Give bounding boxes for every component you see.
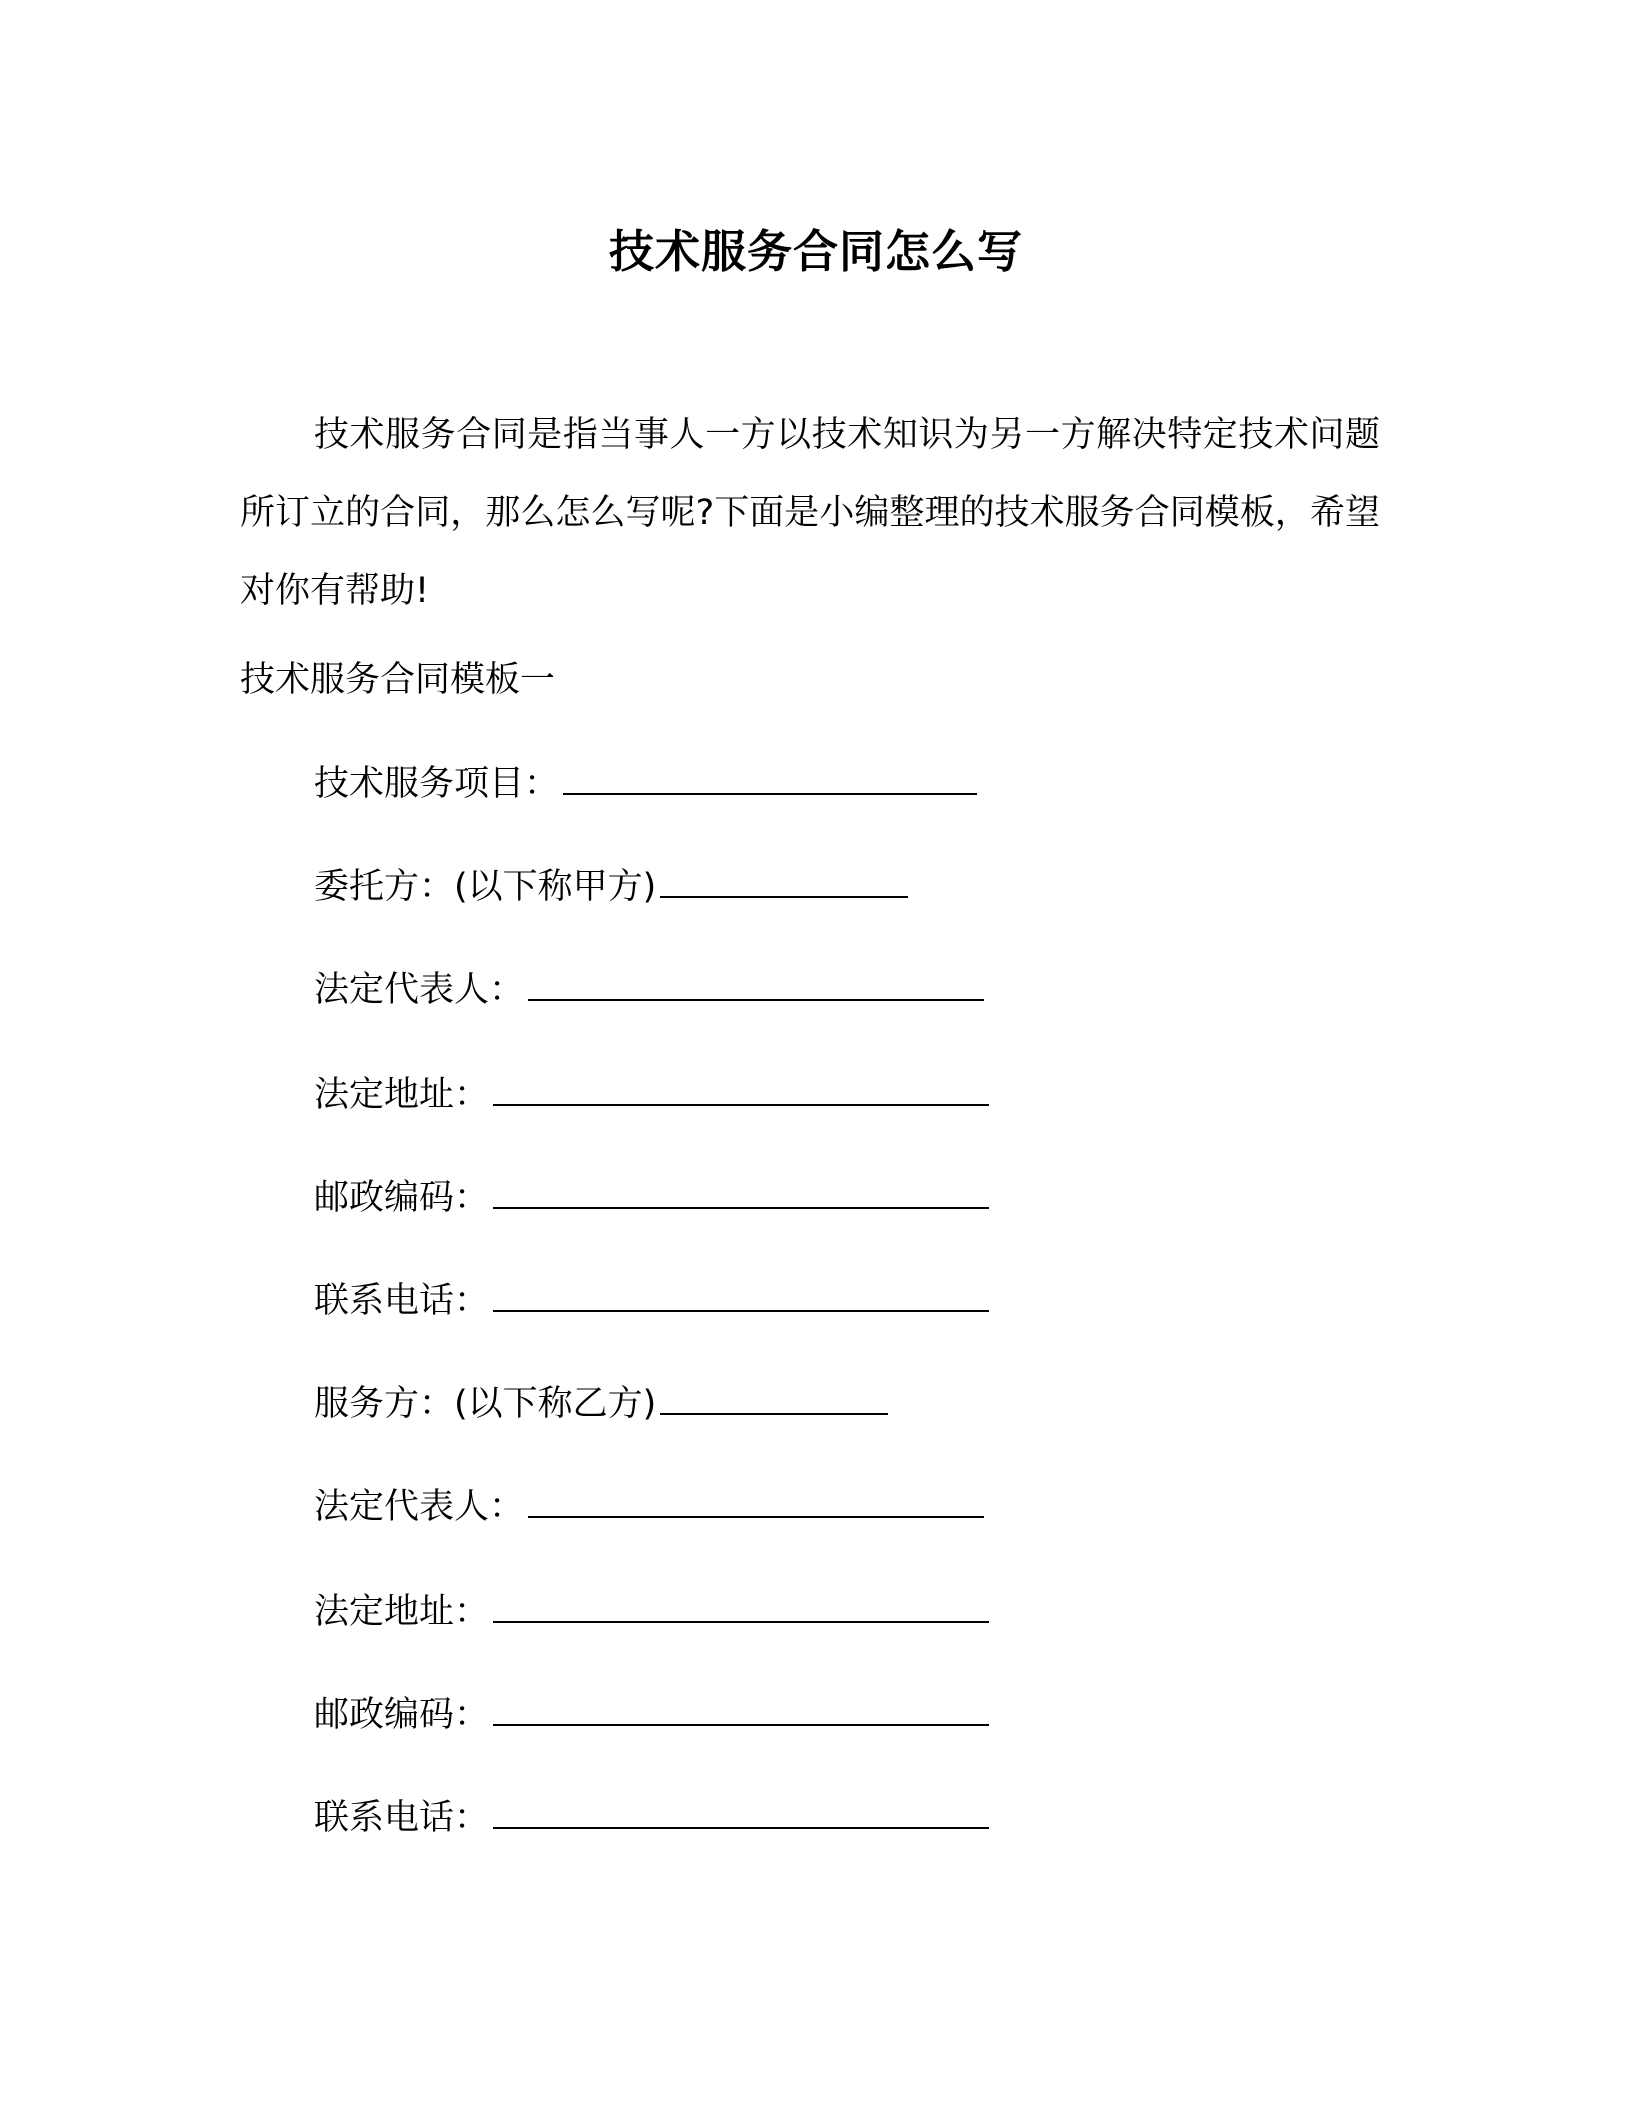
fill-in-blank (528, 965, 984, 1001)
section-heading: 技术服务合同模板一 (240, 660, 556, 700)
fill-in-blank (493, 1587, 989, 1623)
field-label: 服务方：(以下称乙方) (314, 1384, 657, 1424)
field-label: 技术服务项目： (314, 764, 560, 804)
fill-in-blank (493, 1070, 989, 1106)
fill-in-blank (493, 1173, 989, 1209)
form-field-provider (314, 1374, 888, 1434)
fill-in-blank (493, 1793, 989, 1829)
form-field-client-postcode (314, 1168, 989, 1228)
form-field-provider-address (314, 1582, 989, 1642)
form-field-client-address (314, 1065, 989, 1125)
form-field-provider-legal-rep (314, 1477, 984, 1537)
field-label: 法定地址： (314, 1592, 490, 1632)
intro-paragraph: 技术服务合同是指当事人一方以技术知识为另一方解决特定技术问题所订立的合同，那么怎么写呢?下面是小编整理的技术服务合同模板，希望对你有帮助! (240, 415, 1380, 611)
field-label: 联系电话： (314, 1281, 490, 1321)
fill-in-blank (660, 862, 908, 898)
fill-in-blank (493, 1690, 989, 1726)
field-label: 邮政编码： (314, 1695, 490, 1735)
form-field-provider-phone (314, 1788, 989, 1848)
fill-in-blank (528, 1482, 984, 1518)
field-label: 邮政编码： (314, 1178, 490, 1218)
fill-in-blank (493, 1276, 989, 1312)
field-label: 法定地址： (314, 1075, 490, 1115)
fill-in-blank (563, 759, 977, 795)
form-field-provider-postcode (314, 1685, 989, 1745)
field-label: 委托方：(以下称甲方) (314, 867, 657, 907)
document-title: 技术服务合同怎么写 (608, 225, 1023, 278)
form-field-client-legal-rep (314, 960, 984, 1020)
field-label: 联系电话： (314, 1798, 490, 1838)
field-label: 法定代表人： (314, 970, 525, 1010)
fill-in-blank (660, 1379, 888, 1415)
form-field-client-phone (314, 1271, 989, 1331)
form-field-client (314, 857, 908, 917)
form-field-service-project (314, 754, 977, 814)
field-label: 法定代表人： (314, 1487, 525, 1527)
